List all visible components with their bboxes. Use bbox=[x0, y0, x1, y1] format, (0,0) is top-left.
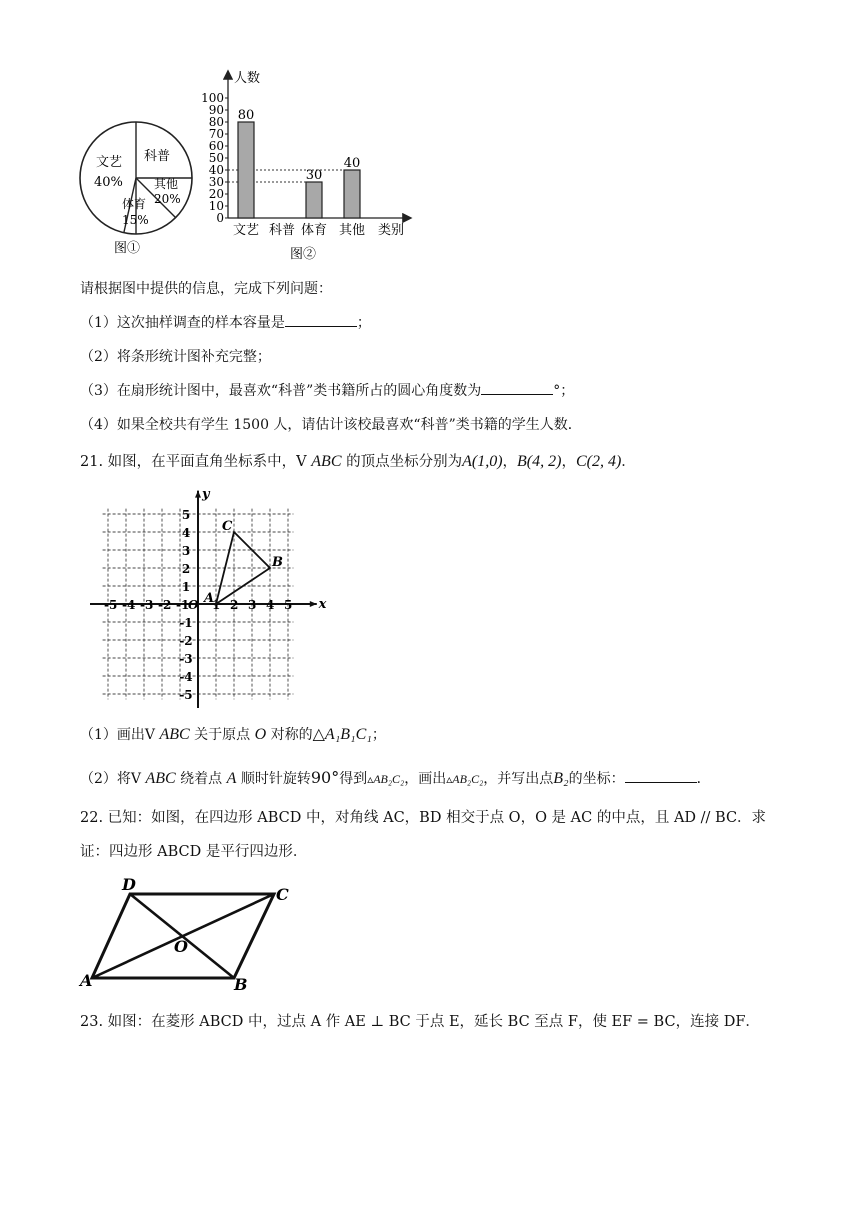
q20-part2: （2）将条形统计图补充完整； bbox=[80, 349, 271, 365]
grid-y-tick: -2 bbox=[179, 634, 193, 648]
q21-p2-tri: ABC bbox=[145, 770, 176, 787]
q20-intro: 请根据图中提供的信息，完成下列问题： bbox=[80, 281, 332, 297]
q21-p1-tri2: △A₁B₁C₁ bbox=[312, 726, 372, 743]
pie-pct-wenyi: 40% bbox=[94, 175, 123, 190]
q21-triangle: ABC bbox=[311, 453, 342, 470]
grid-y-tick: -3 bbox=[179, 652, 193, 666]
grid-x-arrow bbox=[310, 601, 317, 607]
parallelogram-figure bbox=[78, 874, 298, 992]
grid-y-tick: 3 bbox=[181, 544, 191, 558]
bar-ytick-label: 50 bbox=[208, 151, 224, 165]
q21-p2-b: 绕着点 bbox=[175, 771, 227, 787]
q21-p2-f: ，并写出点 bbox=[483, 771, 554, 787]
grid-x-tick: 1 bbox=[212, 598, 221, 612]
bar-ytick-label: 0 bbox=[216, 211, 224, 225]
q21-p1-end: ； bbox=[371, 727, 386, 743]
bar-ytick-label: 10 bbox=[208, 199, 224, 213]
bar-ylabel: 人数 bbox=[234, 71, 261, 86]
label-d: D bbox=[122, 875, 136, 894]
grid-x-tick: -5 bbox=[104, 598, 118, 612]
bar-ytick-label: 60 bbox=[208, 139, 224, 153]
q21-p2-deg: 90° bbox=[310, 768, 340, 787]
q20-part1-blank[interactable] bbox=[285, 312, 357, 327]
bar-caption: 图② bbox=[290, 247, 317, 262]
bar-ytick-label: 20 bbox=[208, 187, 224, 201]
q20-part3-text: （3）在扇形统计图中，最喜欢“科普”类书籍所占的圆心角度数为 bbox=[80, 383, 482, 399]
grid-y-tick: -1 bbox=[179, 616, 193, 630]
grid-x-tick: -2 bbox=[158, 598, 172, 612]
q20-part4: （4）如果全校共有学生 1500 人，请估计该校最喜欢“科普”类书籍的学生人数． bbox=[80, 417, 582, 433]
grid-label-b: B bbox=[272, 555, 283, 570]
grid-y-tick: -4 bbox=[179, 670, 193, 684]
diagonal-bd bbox=[130, 894, 234, 978]
q21-part1 bbox=[80, 724, 386, 744]
q20-part3-end: °； bbox=[553, 383, 575, 399]
grid-label-c: C bbox=[222, 519, 233, 534]
bar-category-label: 文艺 bbox=[232, 223, 260, 238]
q22-line2: 证：四边形 ABCD 是平行四边形． bbox=[80, 844, 308, 860]
q22-line1: 22. 已知：如图，在四边形 ABCD 中，对角线 AC，BD 相交于点 O，O 是 AC 的中点，且 AD // BC．求 bbox=[80, 810, 767, 826]
grid-x-tick: -3 bbox=[140, 598, 154, 612]
grid-x-tick: 3 bbox=[248, 598, 257, 612]
q21-p2-c: 顺时针旋转 bbox=[236, 771, 311, 787]
q21-sep2: ， bbox=[561, 454, 576, 470]
bar-ytick-label: 70 bbox=[208, 127, 224, 141]
q21-part2 bbox=[80, 768, 711, 788]
grid-y-tick: 1 bbox=[181, 580, 191, 594]
grid-y-tick: -5 bbox=[179, 688, 193, 702]
q21-mid: 的顶点坐标分别为 bbox=[341, 454, 463, 470]
grid-y-arrow bbox=[195, 491, 201, 498]
bar-value-label: 80 bbox=[237, 108, 255, 123]
q21-p2-tri2: ▵AB₂C₂ bbox=[367, 772, 405, 786]
q21-point-b: B(4, 2) bbox=[517, 453, 562, 470]
grid-x-tick: -4 bbox=[122, 598, 136, 612]
bar-2 bbox=[306, 182, 322, 218]
q21-p2-b2: B₂ bbox=[553, 770, 569, 787]
pie-label-tiyu: 体育 bbox=[122, 197, 147, 211]
bar-ytick-label: 90 bbox=[208, 103, 224, 117]
bar-ytick-label: 30 bbox=[208, 175, 224, 189]
label-a: A bbox=[80, 971, 93, 990]
q21-p2-tri3: ▵AB₂C₂ bbox=[446, 772, 484, 786]
bar-category-label: 体育 bbox=[300, 223, 328, 238]
q21-end: ． bbox=[621, 454, 636, 470]
q21-p2-blank[interactable] bbox=[625, 768, 697, 783]
bar-category-label: 科普 bbox=[268, 223, 296, 238]
grid-x-tick: O bbox=[188, 598, 199, 612]
pie-label-qita: 其他 bbox=[154, 177, 179, 191]
grid-y-tick: 5 bbox=[181, 508, 191, 522]
q21-point-c: C(2, 4) bbox=[575, 453, 622, 470]
q21-p2-a-point: A bbox=[226, 770, 237, 787]
bar-chart bbox=[198, 66, 418, 266]
bar-3 bbox=[344, 170, 360, 218]
grid-x-tick: 5 bbox=[284, 598, 293, 612]
q21-number: 21. bbox=[80, 454, 108, 470]
q21-p2-a: （2）将V bbox=[80, 771, 146, 787]
q20-part3 bbox=[80, 380, 574, 400]
q20-part1-text: （1）这次抽样调查的样本容量是 bbox=[80, 315, 285, 331]
q21-p2-g: 的坐标： bbox=[568, 771, 625, 787]
grid-y-axis-label: y bbox=[202, 486, 210, 502]
q21-p2-d: 得到 bbox=[339, 771, 368, 787]
q20-part1 bbox=[80, 312, 371, 332]
q21-point-a: A(1,0) bbox=[462, 453, 503, 470]
pie-label-kepu: 科普 bbox=[144, 149, 171, 164]
grid-y-tick: 4 bbox=[181, 526, 191, 540]
grid-y-tick: 2 bbox=[181, 562, 191, 576]
q20-part1-end: ； bbox=[356, 315, 371, 331]
label-c: C bbox=[276, 885, 289, 904]
q21-p2-e: ，画出 bbox=[404, 771, 447, 787]
q21-p1-b: 关于原点 bbox=[189, 727, 255, 743]
grid-label-a: A bbox=[204, 591, 215, 606]
pie-label-wenyi: 文艺 bbox=[96, 155, 123, 170]
pie-pct-qita: 20% bbox=[154, 192, 181, 206]
q21-p1-tri: ABC bbox=[159, 726, 190, 743]
q21-p1-o: O bbox=[254, 726, 267, 743]
q21-text: 如图，在平面直角坐标系中，V bbox=[107, 454, 312, 470]
grid-x-tick: -1 bbox=[176, 598, 190, 612]
pie-caption: 图① bbox=[114, 241, 141, 256]
bar-ytick-label: 100 bbox=[201, 91, 224, 105]
bar-value-label: 40 bbox=[343, 156, 361, 171]
label-o: O bbox=[174, 937, 188, 956]
bar-ytick-label: 40 bbox=[208, 163, 224, 177]
bar-ytick-label: 80 bbox=[208, 115, 224, 129]
q21-p1-c: 对称的 bbox=[266, 727, 313, 743]
q21-stem bbox=[80, 450, 636, 471]
label-b: B bbox=[234, 975, 248, 992]
bar-value-label: 30 bbox=[305, 168, 323, 183]
grid-x-tick: 2 bbox=[230, 598, 239, 612]
coordinate-grid bbox=[84, 486, 336, 708]
bar-category-label: 其他 bbox=[338, 223, 366, 238]
q21-p2-end: ． bbox=[696, 771, 711, 787]
grid-x-axis-label: x bbox=[318, 597, 327, 612]
q21-sep1: ， bbox=[502, 454, 518, 470]
q20-part3-blank[interactable] bbox=[481, 380, 553, 395]
q21-p1-a: （1）画出V bbox=[80, 727, 160, 743]
q23-line1: 23. 如图：在菱形 ABCD 中，过点 A 作 AE ⊥ BC 于点 E，延长 BC 至点 F，使 EF = BC，连接 DF． bbox=[80, 1014, 760, 1030]
pie-pct-tiyu: 15% bbox=[122, 213, 149, 227]
pie-chart bbox=[78, 118, 196, 260]
bar-xlabel: 类别 bbox=[378, 223, 405, 238]
bar-0 bbox=[238, 122, 254, 218]
grid-x-tick: 4 bbox=[266, 598, 275, 612]
